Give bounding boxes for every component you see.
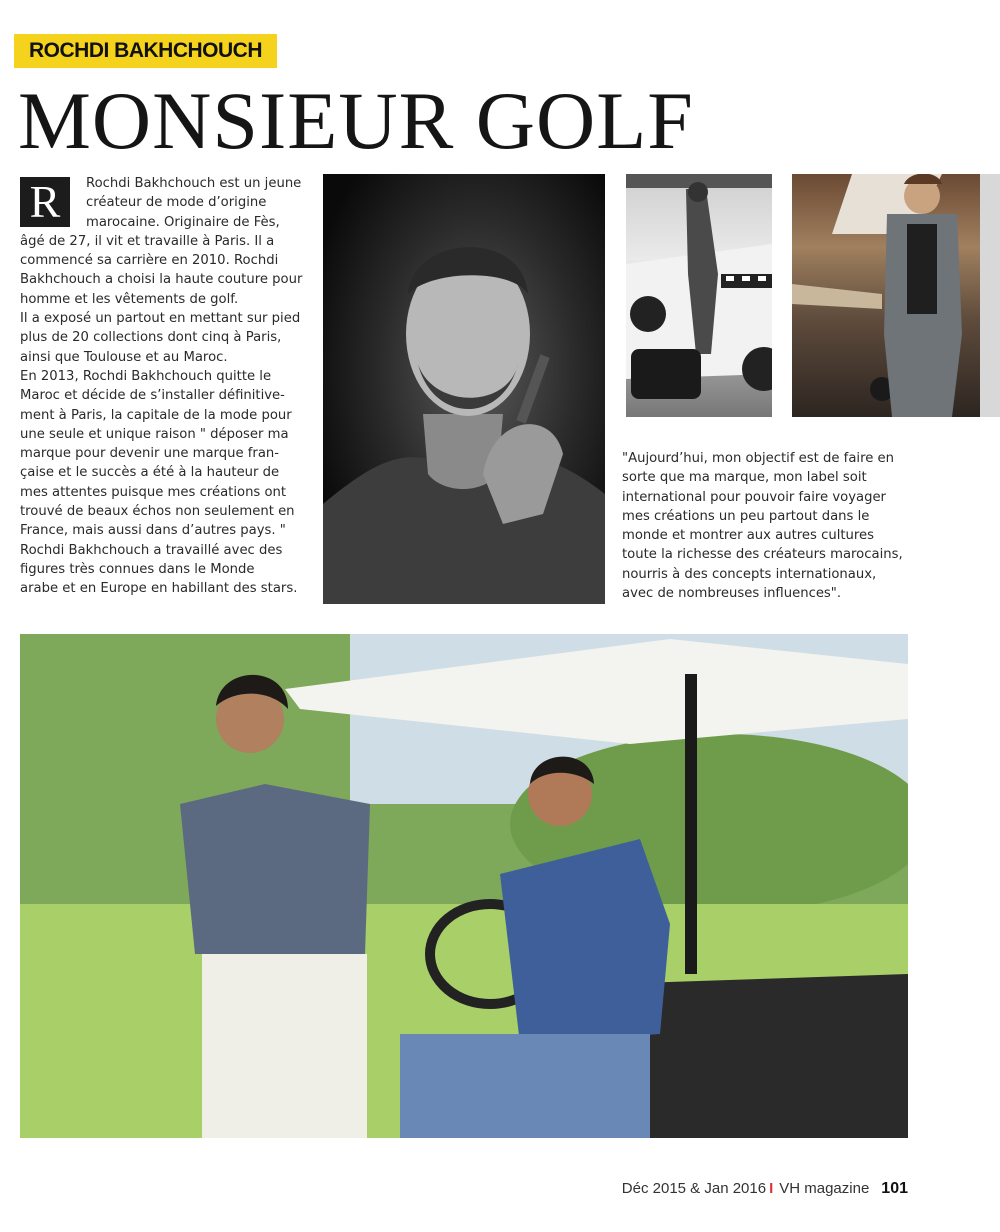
article-line: mes attentes puisque mes créations ont bbox=[20, 484, 287, 500]
article-line: créateur de mode d’origine bbox=[86, 195, 267, 211]
article-line: Rochdi Bakhchouch a travaillé avec des bbox=[20, 542, 283, 558]
quote-line: sorte que ma marque, mon label soit bbox=[622, 470, 867, 486]
article-headline: MONSIEUR GOLF bbox=[18, 75, 694, 166]
article-body bbox=[20, 174, 307, 599]
taxi-illustration bbox=[626, 174, 772, 417]
hangar-illustration bbox=[792, 174, 1000, 417]
quote-line: international pour pouvoir faire voyager bbox=[622, 489, 886, 505]
article-line: En 2013, Rochdi Bakhchouch quitte le bbox=[20, 368, 272, 384]
article-line: Il a exposé un partout en mettant sur pied bbox=[20, 311, 301, 327]
page-number: 101 bbox=[881, 1180, 908, 1197]
issue-date: Déc 2015 & Jan 2016 bbox=[621, 1180, 767, 1197]
quote-line: toute la richesse des créateurs marocains, bbox=[622, 547, 903, 563]
footer-separator: I bbox=[769, 1180, 774, 1197]
quote-line: nourris à des concepts internationaux, bbox=[622, 566, 877, 582]
article-line: Bakhchouch a choisi la haute couture pour bbox=[20, 272, 303, 288]
page-footer bbox=[622, 1180, 908, 1198]
article-line: plus de 20 collections dont cinq à Paris, bbox=[20, 330, 282, 346]
article-line: France, mais aussi dans d’autres pays. " bbox=[20, 523, 286, 539]
article-line: trouvé de beaux échos non seulement en bbox=[20, 504, 295, 520]
author-tag: ROCHDI BAKHCHOUCH bbox=[14, 34, 277, 68]
article-line: çaise et le succès a été à la hauteur de bbox=[20, 465, 280, 481]
pull-quote bbox=[622, 449, 907, 603]
quote-line: avec de nombreuses influences". bbox=[622, 586, 842, 602]
article-line: ainsi que Toulouse et au Maroc. bbox=[20, 349, 228, 365]
article-line: Rochdi Bakhchouch est un jeune bbox=[86, 176, 302, 191]
taxi-photo bbox=[626, 174, 772, 417]
quote-line: "Aujourd’hui, mon objectif est de faire en bbox=[622, 451, 894, 466]
article-line: une seule et unique raison " déposer ma bbox=[20, 426, 289, 442]
golf-cart-illustration bbox=[20, 634, 908, 1138]
article-line: arabe et en Europe en habillant des stars. bbox=[20, 581, 298, 597]
portrait-photo bbox=[323, 174, 605, 604]
portrait-illustration bbox=[323, 174, 605, 604]
golf-cart-photo bbox=[20, 634, 908, 1138]
quote-line: monde et montrer aux autres cultures bbox=[622, 528, 874, 544]
article-line: marocaine. Originaire de Fès, bbox=[86, 214, 280, 230]
hangar-photo bbox=[792, 174, 1000, 417]
article-line: ment à Paris, la capitale de la mode pour bbox=[20, 407, 292, 423]
article-line: marque pour devenir une marque fran- bbox=[20, 446, 280, 462]
article-line: âgé de 27, il vit et travaille à Paris. Il a bbox=[20, 233, 275, 249]
magazine-name: VH magazine bbox=[779, 1180, 870, 1197]
quote-line: mes créations un peu partout dans le bbox=[622, 508, 870, 524]
article-line: figures très connues dans le Monde bbox=[20, 561, 255, 577]
article-line: Maroc et décide de s’installer définitive- bbox=[20, 388, 285, 404]
article-line: homme et les vêtements de golf. bbox=[20, 291, 239, 307]
article-line: commencé sa carrière en 2010. Rochdi bbox=[20, 253, 279, 269]
drop-cap: R bbox=[20, 177, 70, 227]
